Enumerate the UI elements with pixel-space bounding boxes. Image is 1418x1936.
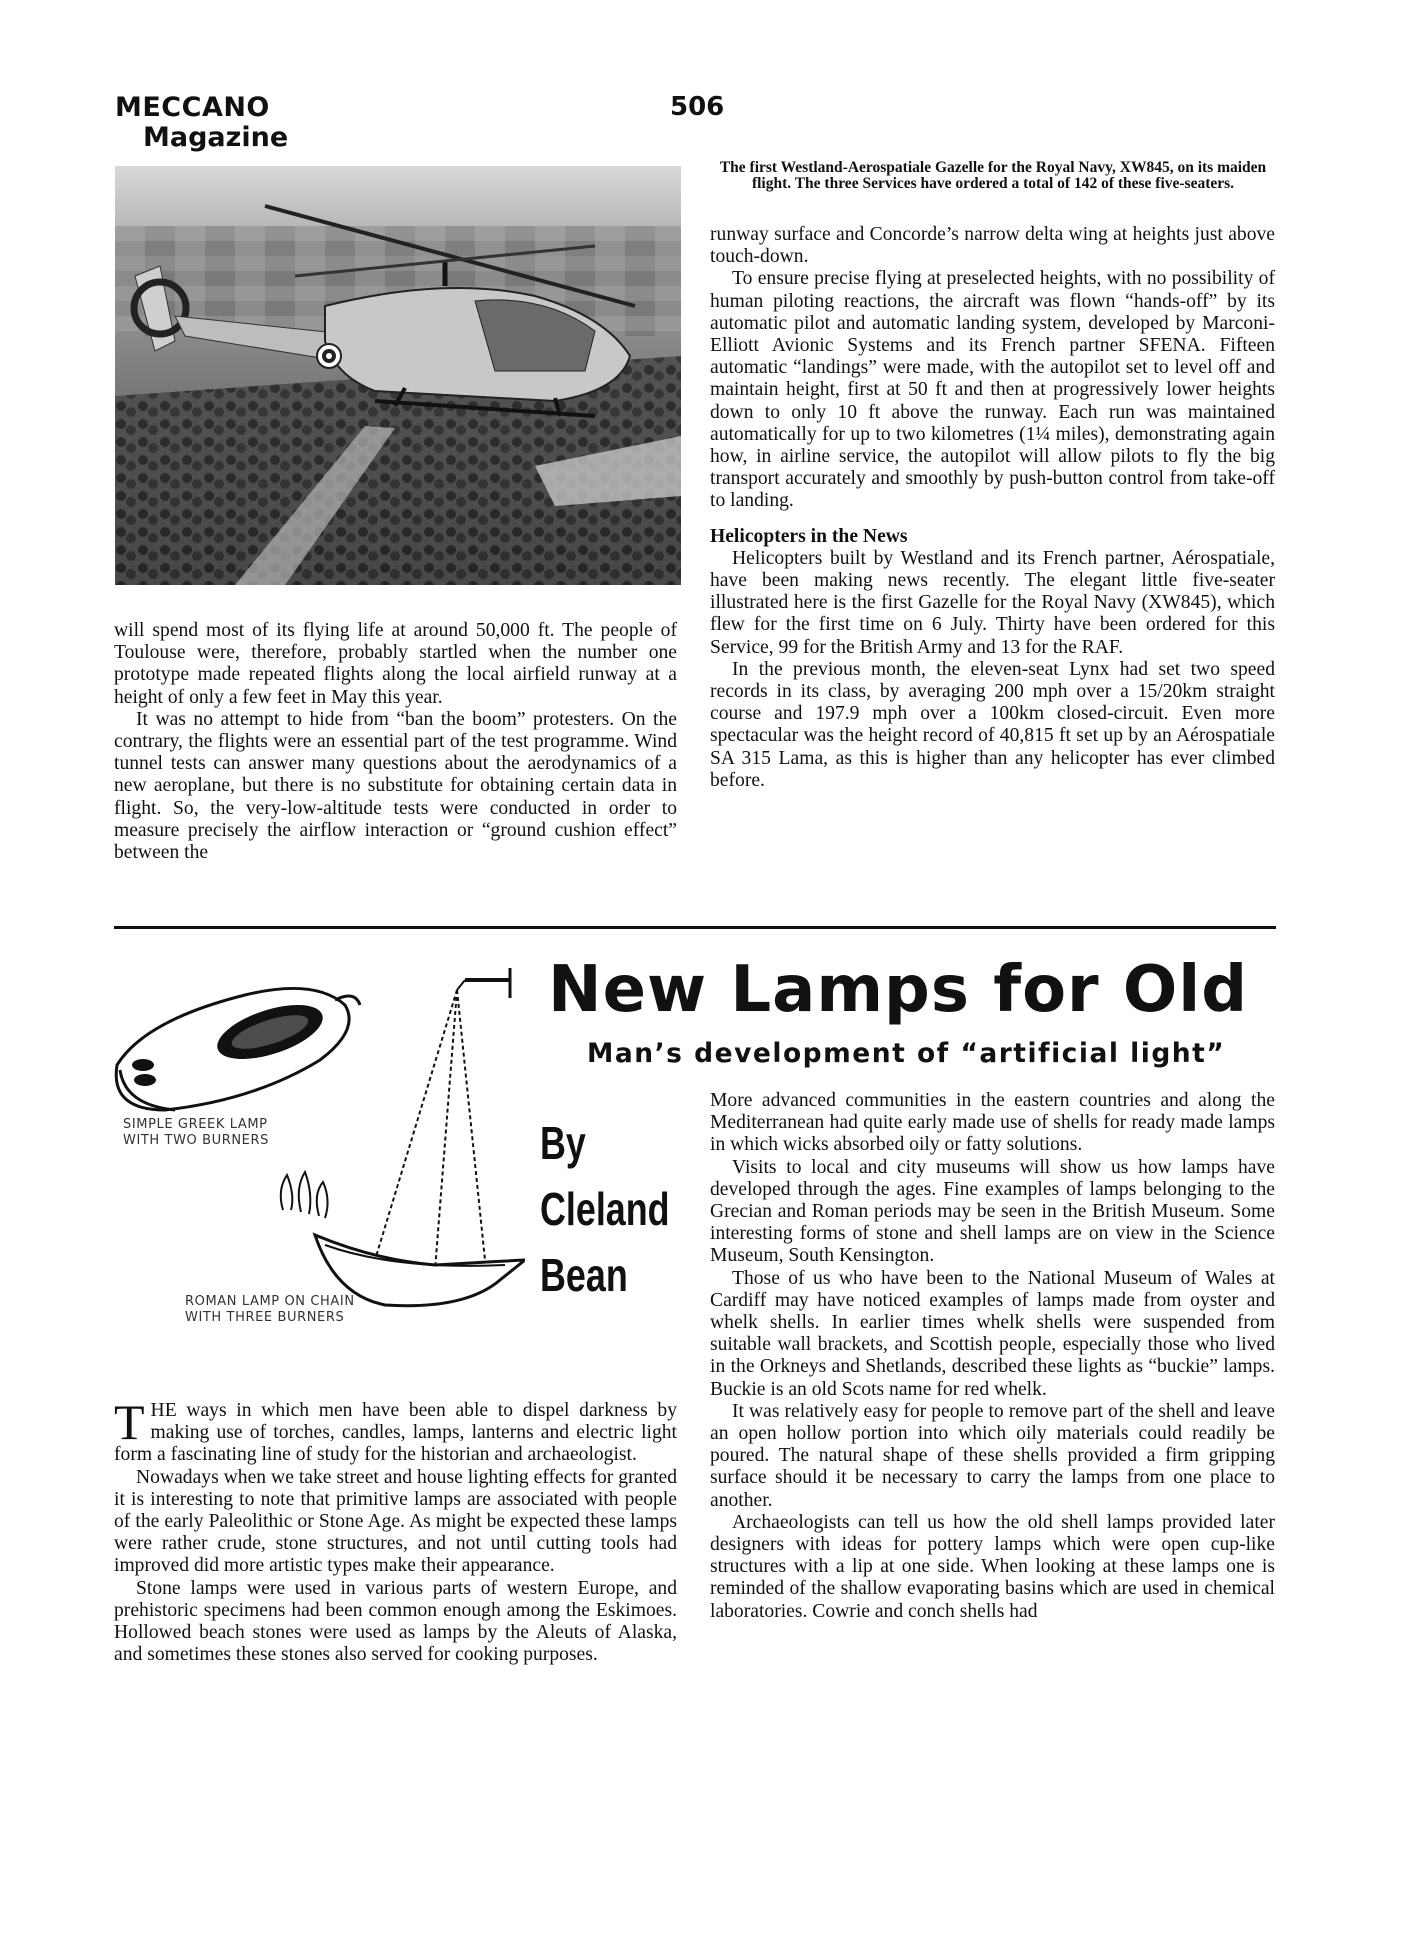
top-right-column (710, 224, 1275, 792)
paragraph: Those of us who have been to the National Museum of Wales at Cardiff may have noticed examples of lamps made from oyster and whelk shells. In earlier times whelk shells were suspended from suitable wall brackets, and Scottish people, especially those who lived in the Orkneys and Shetlands, described these lights as “buckie” lamps. Buckie is an old Scots name for red whelk. (710, 1267, 1275, 1400)
roman-lamp-caption: ROMAN LAMP ON CHAIN WITH THREE BURNERS (185, 1294, 355, 1325)
author-last-name: Bean (540, 1249, 628, 1301)
paragraph: runway surface and Concorde’s narrow delta wing at heights just above touch-down. (710, 224, 1275, 268)
section-divider (114, 926, 1276, 929)
magazine-subtitle: Magazine (143, 122, 289, 153)
article-left-column (114, 1394, 677, 1666)
byline (540, 1110, 670, 1308)
paragraph: In the previous month, the eleven-seat Lynx had set two speed records in its class, by averaging 200 mph over a 15/20km straight course and 197.9 mph over a 100km closed-circuit. Even more spectacular was the height record of 40,815 ft set up by an Aérospatiale SA 315 Lama, as this is higher than any helicopter has ever climbed before. (710, 658, 1275, 791)
paragraph: Visits to local and city museums will show us how lamps have developed through the ages. Fine examples of lamps belonging to the Grecian and Roman periods may be seen in the British Museum. Some interesting forms of stone and shell lamps are on view in the Science Museum, South Kensington. (710, 1156, 1275, 1267)
paragraph: will spend most of its flying life at around 50,000 ft. The people of Toulouse were, therefore, probably startled when the number one prototype made repeated flights along the local airfield runway at a height of only a few feet in May this year. (114, 620, 677, 708)
article-right-column (710, 1090, 1275, 1623)
article-subtitle: Man’s development of “artificial light” (587, 1038, 1226, 1069)
magazine-title: MECCANO (115, 92, 270, 123)
author-first-name: Cleland (540, 1183, 670, 1235)
article-title: New Lamps for Old (548, 953, 1249, 1027)
paragraph: It was relatively easy for people to remove part of the shell and leave an open hollow portion into which oily materials could readily be poured. The natural shape of these shells provided a firm gripping surface should it be necessary to carry the lamps from one place to another. (710, 1400, 1275, 1511)
drop-cap: T (114, 1394, 145, 1450)
greek-lamp-drawing (116, 988, 360, 1110)
byline-by: By (540, 1117, 586, 1169)
paragraph: Stone lamps were used in various parts of western Europe, and prehistoric specimens had been common enough among the Eskimoes. Hollowed beach stones were used as lamps by the Aleuts of Alaska, and sometimes these stones also served for cooking purposes. (114, 1577, 677, 1666)
photo-caption: The first Westland-Aerospatiale Gazelle for the Royal Navy, XW845, on its maiden flight. The three Services have ordered a total of 142 of these five-seaters. (719, 159, 1267, 193)
paragraph: Helicopters built by Westland and its French partner, Aérospatiale, have been making news recently. The elegant little five-seater illustrated here is the first Gazelle for the Royal Navy (XW845), which flew for the first time on 6 July. Thirty have been ordered for this Service, 99 for the British Army and 13 for the RAF. (710, 547, 1275, 658)
helicopter-photo-illustration (115, 166, 681, 585)
helicopter-photo (115, 166, 681, 585)
greek-lamp-caption: SIMPLE GREEK LAMP WITH TWO BURNERS (123, 1117, 269, 1148)
paragraph: Nowadays when we take street and house lighting effects for granted it is interesting to note that primitive lamps are associated with people of the early Paleolithic or Stone Age. As might be expected these lamps were rather crude, stone structures, and not until cutting tools had improved did more artistic types make their appearance. (114, 1466, 677, 1577)
lamp-illustrations (105, 960, 525, 1340)
top-left-column (114, 620, 677, 864)
paragraph: It was no attempt to hide from “ban the boom” protesters. On the contrary, the flights were an essential part of the test programme. Wind tunnel tests can answer many questions about the aerodynamics of a new aeroplane, but there is no substitute for obtaining certain data in flight. So, the very-low-altitude tests were conducted in order to measure precisely the airflow interaction or “ground cushion effect” between the (114, 708, 677, 864)
section-heading: Helicopters in the News (710, 525, 908, 547)
paragraph: To ensure precise flying at preselected heights, with no possibility of human piloting reactions, the aircraft was flown “hands-off” by its automatic pilot and automatic landing system, developed by Marconi-Elliott Avionic Systems and its French partner SFENA. Fifteen automatic “landings” were made, with the autopilot set to level off and maintain height, first at 50 ft and then at progressively lower heights down to only 10 ft above the runway. Each run was maintained automatically for up to two kilometres (1¼ miles), demonstrating again how, in airline service, the autopilot will allow pilots to fly the big transport accurately and smoothly by push-button control from take-off to landing. (710, 268, 1275, 512)
page-number: 506 (670, 92, 725, 122)
opening-paragraph: THE ways in which men have been able to dispel darkness by making use of torches, candles, lamps, lanterns and electric light form a fascinating line of study for the historian and archaeologist. (114, 1394, 677, 1466)
paragraph: Archaeologists can tell us how the old shell lamps provided later designers with ideas for pottery lamps which were open cup-like structures with a lip at one side. When looking at these lamps one is reminded of the shallow evaporating basins which are used in chemical laboratories. Cowrie and conch shells had (710, 1511, 1275, 1622)
paragraph: More advanced communities in the eastern countries and along the Mediterranean had quite early made use of shells for ready made lamps in which wicks absorbed oily or fatty solutions. (710, 1090, 1275, 1156)
